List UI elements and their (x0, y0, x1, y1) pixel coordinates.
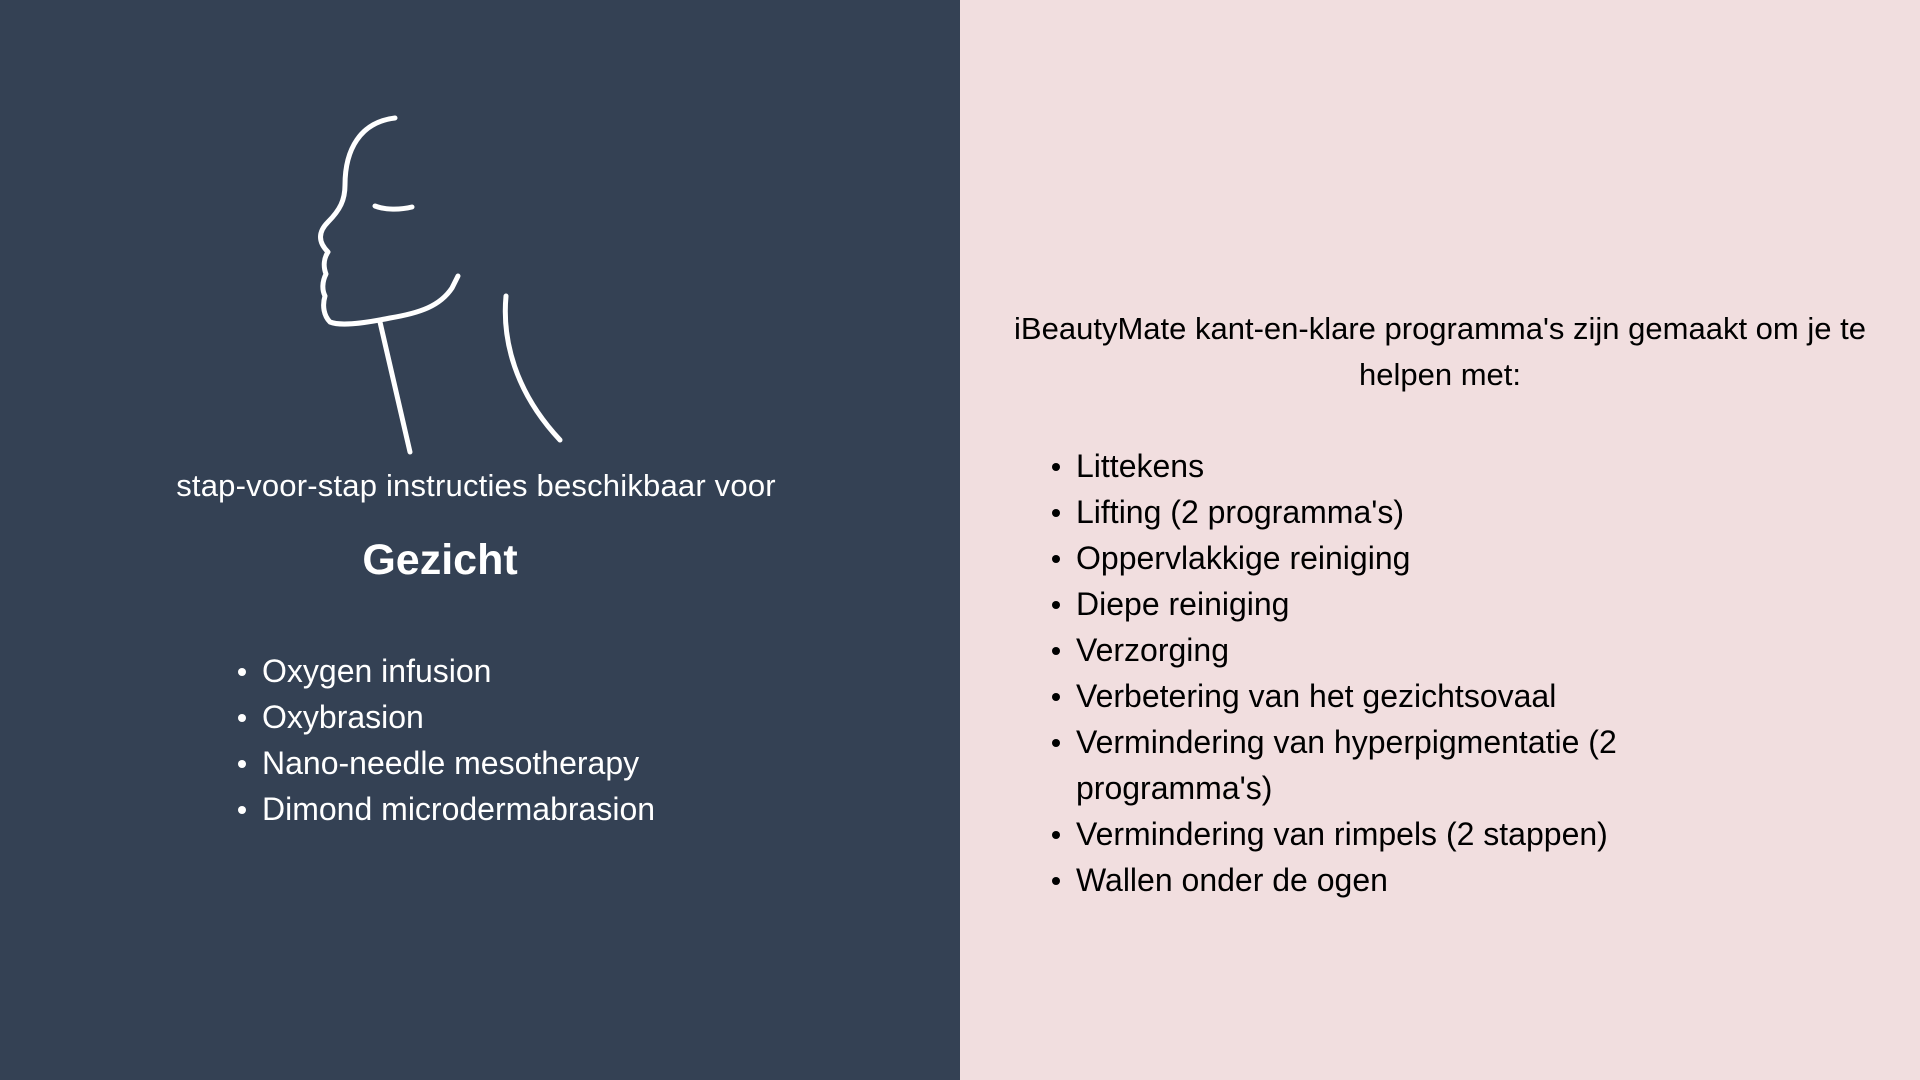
program-list (1050, 443, 1750, 903)
list-item: Vermindering van hyperpigmentatie (2 programma's) (1050, 719, 1750, 811)
list-item: Nano-needle mesotherapy (236, 740, 655, 786)
list-item: Wallen onder de ogen (1050, 857, 1750, 903)
list-item: Diepe reiniging (1050, 581, 1750, 627)
list-item: Vermindering van rimpels (2 stappen) (1050, 811, 1750, 857)
section-heading: Gezicht (362, 536, 518, 584)
list-item: Lifting (2 programma's) (1050, 489, 1750, 535)
face-profile-icon (300, 110, 580, 460)
list-item: Verzorging (1050, 627, 1750, 673)
list-item: Oppervlakkige reiniging (1050, 535, 1750, 581)
list-item: Oxybrasion (236, 694, 655, 740)
subtitle: stap-voor-stap instructies beschikbaar voor (176, 468, 776, 503)
list-item: Dimond microdermabrasion (236, 786, 655, 832)
list-item: Littekens (1050, 443, 1750, 489)
list-item: Oxygen infusion (236, 648, 655, 694)
treatment-list (236, 648, 655, 832)
intro-text: iBeautyMate kant-en-klare programma's zijn gemaakt om je te helpen met: (1014, 311, 1866, 392)
list-item: Verbetering van het gezichtsovaal (1050, 673, 1750, 719)
